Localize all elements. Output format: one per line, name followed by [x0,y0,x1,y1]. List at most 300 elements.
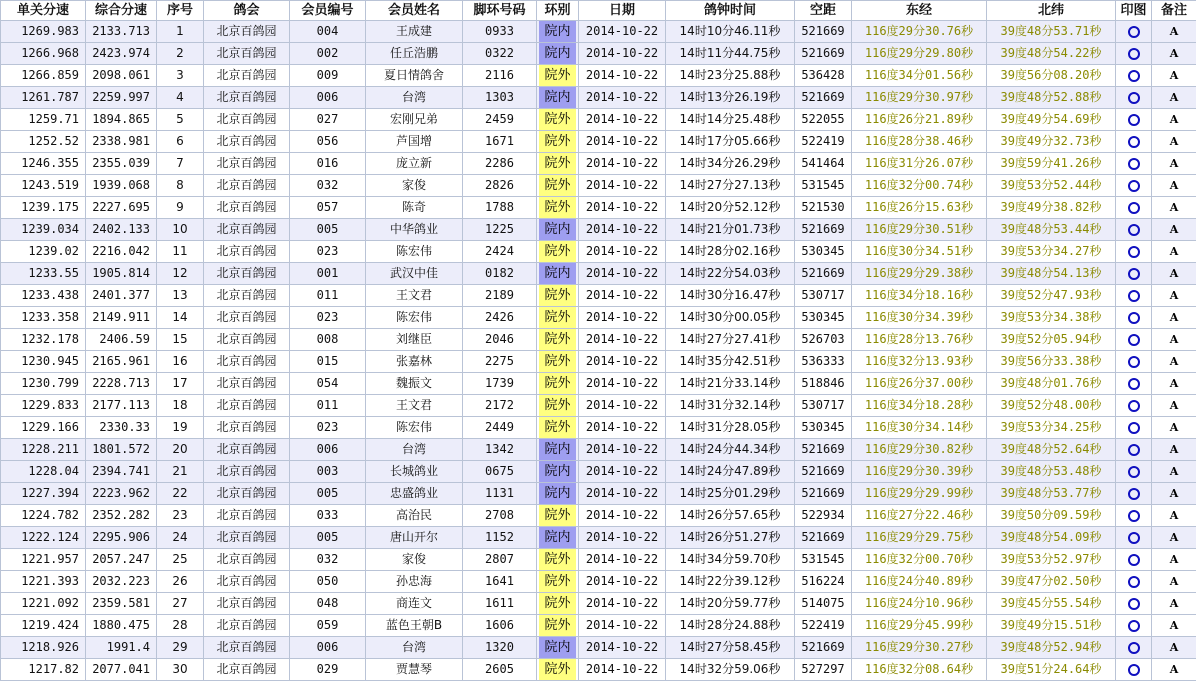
header-seq: 序号 [157,1,204,21]
cell-note[interactable] [1152,21,1196,43]
cell-longitude: 116度27分22.46秒 [852,505,987,527]
cell-print[interactable] [1116,329,1152,351]
note-link[interactable]: A [1169,509,1179,522]
note-link[interactable]: A [1169,289,1179,302]
cell-print[interactable] [1116,593,1152,615]
cell-club: 北京百鸽园 [204,175,290,197]
print-map-icon[interactable] [1128,356,1140,368]
cell-distance: 521669 [795,21,852,43]
table-row [1,43,1196,65]
cell-longitude: 116度26分21.89秒 [852,109,987,131]
cell-date: 2014-10-22 [579,461,666,483]
table-row [1,439,1196,461]
cell-print[interactable] [1116,483,1152,505]
cell-distance: 514075 [795,593,852,615]
header-club: 鸽会 [204,1,290,21]
cell-member-no: 023 [290,417,366,439]
cell-print[interactable] [1116,439,1152,461]
cell-speed-single: 1243.519 [1,175,86,197]
ring-type-badge: 院外 [539,615,576,636]
cell-speed-single: 1266.859 [1,65,86,87]
print-map-icon[interactable] [1128,136,1140,148]
cell-club: 北京百鸽园 [204,615,290,637]
cell-ring-type [537,659,579,681]
cell-clock-time: 14时22分39.12秒 [666,571,795,593]
cell-note[interactable] [1152,241,1196,263]
cell-ring-type [537,43,579,65]
cell-print[interactable] [1116,417,1152,439]
cell-latitude: 39度47分02.50秒 [987,571,1116,593]
cell-member-no: 029 [290,659,366,681]
table-header-row [1,1,1196,21]
cell-speed-total: 2077.041 [86,659,157,681]
cell-member-name: 魏振文 [366,373,463,395]
cell-longitude: 116度30分34.51秒 [852,241,987,263]
cell-latitude: 39度48分54.13秒 [987,263,1116,285]
cell-note[interactable] [1152,373,1196,395]
cell-speed-single: 1218.926 [1,637,86,659]
cell-latitude: 39度48分01.76秒 [987,373,1116,395]
cell-latitude: 39度49分54.69秒 [987,109,1116,131]
print-map-icon[interactable] [1128,246,1140,258]
print-map-icon[interactable] [1128,576,1140,588]
cell-ring-no: 2426 [463,307,537,329]
note-link[interactable]: A [1169,641,1179,654]
cell-longitude: 116度32分08.64秒 [852,659,987,681]
cell-note[interactable] [1152,351,1196,373]
cell-clock-time: 14时11分44.75秒 [666,43,795,65]
cell-distance: 530345 [795,417,852,439]
cell-speed-single: 1233.55 [1,263,86,285]
ring-type-badge: 院外 [539,175,576,196]
cell-ring-type [537,615,579,637]
cell-note[interactable] [1152,527,1196,549]
cell-speed-total: 2406.59 [86,329,157,351]
print-map-icon[interactable] [1128,642,1140,654]
table-row [1,593,1196,615]
note-link[interactable]: A [1169,25,1179,38]
cell-longitude: 116度34分01.56秒 [852,65,987,87]
cell-ring-type [537,263,579,285]
cell-ring-no: 1303 [463,87,537,109]
cell-distance: 531545 [795,175,852,197]
cell-speed-total: 2228.713 [86,373,157,395]
cell-note[interactable] [1152,153,1196,175]
cell-clock-time: 14时25分01.29秒 [666,483,795,505]
cell-member-no: 023 [290,241,366,263]
cell-clock-time: 14时21分33.14秒 [666,373,795,395]
cell-print[interactable] [1116,615,1152,637]
cell-clock-time: 14时35分42.51秒 [666,351,795,373]
cell-print[interactable] [1116,241,1152,263]
print-map-icon[interactable] [1128,400,1140,412]
cell-longitude: 116度29分30.97秒 [852,87,987,109]
note-link[interactable]: A [1169,597,1179,610]
cell-note[interactable] [1152,263,1196,285]
cell-club: 北京百鸽园 [204,219,290,241]
cell-print[interactable] [1116,219,1152,241]
cell-longitude: 116度24分40.89秒 [852,571,987,593]
cell-print[interactable] [1116,65,1152,87]
note-link[interactable]: A [1169,267,1179,280]
cell-print[interactable] [1116,109,1152,131]
cell-longitude: 116度28分38.46秒 [852,131,987,153]
note-link[interactable]: A [1169,333,1179,346]
cell-distance: 522055 [795,109,852,131]
cell-print[interactable] [1116,285,1152,307]
print-map-icon[interactable] [1128,312,1140,324]
cell-note[interactable] [1152,87,1196,109]
cell-speed-single: 1233.438 [1,285,86,307]
cell-ring-type [537,571,579,593]
table-row [1,241,1196,263]
cell-note[interactable] [1152,549,1196,571]
cell-club: 北京百鸽园 [204,131,290,153]
cell-print[interactable] [1116,461,1152,483]
cell-distance: 530345 [795,241,852,263]
print-map-icon[interactable] [1128,422,1140,434]
cell-longitude: 116度31分26.07秒 [852,153,987,175]
print-map-icon[interactable] [1128,488,1140,500]
note-link[interactable]: A [1169,575,1179,588]
cell-member-no: 059 [290,615,366,637]
cell-seq: 16 [157,351,204,373]
header-longitude: 东经 [852,1,987,21]
cell-member-no: 001 [290,263,366,285]
cell-print[interactable] [1116,263,1152,285]
cell-note[interactable] [1152,659,1196,681]
cell-speed-total: 1801.572 [86,439,157,461]
cell-date: 2014-10-22 [579,241,666,263]
note-link[interactable]: A [1169,113,1179,126]
cell-ring-no: 1641 [463,571,537,593]
cell-member-no: 015 [290,351,366,373]
cell-latitude: 39度52分48.00秒 [987,395,1116,417]
note-link[interactable]: A [1169,311,1179,324]
cell-seq: 1 [157,21,204,43]
cell-seq: 6 [157,131,204,153]
cell-note[interactable] [1152,593,1196,615]
cell-ring-no: 1671 [463,131,537,153]
note-link[interactable]: A [1169,179,1179,192]
header-note: 备注 [1152,1,1196,21]
ring-type-badge: 院外 [539,593,576,614]
print-map-icon[interactable] [1128,70,1140,82]
cell-print[interactable] [1116,197,1152,219]
note-link[interactable]: A [1169,443,1179,456]
note-link[interactable]: A [1169,663,1179,676]
print-map-icon[interactable] [1128,26,1140,38]
cell-ring-type [537,417,579,439]
cell-speed-total: 2149.911 [86,307,157,329]
cell-speed-total: 2223.962 [86,483,157,505]
cell-clock-time: 14时22分54.03秒 [666,263,795,285]
cell-note[interactable] [1152,329,1196,351]
cell-print[interactable] [1116,131,1152,153]
cell-member-name: 台湾 [366,637,463,659]
cell-longitude: 116度32分00.74秒 [852,175,987,197]
cell-member-name: 家俊 [366,175,463,197]
cell-club: 北京百鸽园 [204,87,290,109]
cell-club: 北京百鸽园 [204,593,290,615]
cell-note[interactable] [1152,65,1196,87]
ring-type-badge: 院内 [539,483,576,504]
cell-distance: 541464 [795,153,852,175]
cell-note[interactable] [1152,307,1196,329]
note-link[interactable]: A [1169,245,1179,258]
cell-note[interactable] [1152,637,1196,659]
cell-member-no: 048 [290,593,366,615]
cell-member-no: 054 [290,373,366,395]
cell-ring-no: 1611 [463,593,537,615]
cell-latitude: 39度53分34.27秒 [987,241,1116,263]
print-map-icon[interactable] [1128,620,1140,632]
cell-note[interactable] [1152,131,1196,153]
table-row [1,131,1196,153]
note-link[interactable]: A [1169,91,1179,104]
print-map-icon[interactable] [1128,158,1140,170]
cell-print[interactable] [1116,87,1152,109]
cell-club: 北京百鸽园 [204,461,290,483]
cell-speed-total: 2401.377 [86,285,157,307]
cell-ring-no: 2116 [463,65,537,87]
table-row [1,659,1196,681]
ring-type-badge: 院外 [539,329,576,350]
cell-speed-single: 1269.983 [1,21,86,43]
cell-date: 2014-10-22 [579,329,666,351]
cell-distance: 521669 [795,483,852,505]
print-map-icon[interactable] [1128,334,1140,346]
cell-clock-time: 14时27分27.41秒 [666,329,795,351]
cell-speed-total: 2032.223 [86,571,157,593]
cell-ring-no: 2826 [463,175,537,197]
note-link[interactable]: A [1169,135,1179,148]
cell-print[interactable] [1116,659,1152,681]
cell-ring-type [537,351,579,373]
cell-ring-no: 2424 [463,241,537,263]
cell-distance: 521669 [795,263,852,285]
cell-club: 北京百鸽园 [204,263,290,285]
cell-print[interactable] [1116,395,1152,417]
print-map-icon[interactable] [1128,378,1140,390]
cell-speed-total: 2338.981 [86,131,157,153]
cell-date: 2014-10-22 [579,615,666,637]
cell-speed-single: 1252.52 [1,131,86,153]
cell-member-name: 长城鸽业 [366,461,463,483]
cell-seq: 4 [157,87,204,109]
note-link[interactable]: A [1169,355,1179,368]
cell-member-no: 003 [290,461,366,483]
cell-seq: 23 [157,505,204,527]
cell-latitude: 39度49分38.82秒 [987,197,1116,219]
table-body [1,21,1196,681]
cell-longitude: 116度34分18.16秒 [852,285,987,307]
cell-speed-single: 1221.957 [1,549,86,571]
cell-note[interactable] [1152,439,1196,461]
cell-print[interactable] [1116,549,1152,571]
cell-ring-type [537,439,579,461]
cell-print[interactable] [1116,505,1152,527]
ring-type-badge: 院外 [539,659,576,680]
cell-note[interactable] [1152,175,1196,197]
cell-speed-total: 2216.042 [86,241,157,263]
cell-date: 2014-10-22 [579,549,666,571]
print-map-icon[interactable] [1128,510,1140,522]
cell-clock-time: 14时30分16.47秒 [666,285,795,307]
cell-note[interactable] [1152,461,1196,483]
cell-club: 北京百鸽园 [204,21,290,43]
print-map-icon[interactable] [1128,48,1140,60]
cell-print[interactable] [1116,351,1152,373]
cell-note[interactable] [1152,219,1196,241]
cell-seq: 22 [157,483,204,505]
print-map-icon[interactable] [1128,180,1140,192]
cell-ring-no: 2172 [463,395,537,417]
cell-note[interactable] [1152,395,1196,417]
cell-latitude: 39度53分52.44秒 [987,175,1116,197]
header-print: 印图 [1116,1,1152,21]
print-map-icon[interactable] [1128,114,1140,126]
cell-seq: 14 [157,307,204,329]
cell-date: 2014-10-22 [579,87,666,109]
print-map-icon[interactable] [1128,554,1140,566]
note-link[interactable]: A [1169,553,1179,566]
cell-clock-time: 14时21分01.73秒 [666,219,795,241]
cell-latitude: 39度48分52.94秒 [987,637,1116,659]
cell-print[interactable] [1116,43,1152,65]
print-map-icon[interactable] [1128,224,1140,236]
cell-ring-no: 1320 [463,637,537,659]
cell-print[interactable] [1116,637,1152,659]
cell-member-no: 002 [290,43,366,65]
cell-clock-time: 14时26分57.65秒 [666,505,795,527]
cell-speed-single: 1229.833 [1,395,86,417]
cell-note[interactable] [1152,417,1196,439]
cell-ring-no: 2046 [463,329,537,351]
cell-latitude: 39度56分08.20秒 [987,65,1116,87]
cell-ring-type [537,395,579,417]
cell-speed-total: 2394.741 [86,461,157,483]
cell-date: 2014-10-22 [579,197,666,219]
cell-ring-type [537,131,579,153]
cell-note[interactable] [1152,505,1196,527]
cell-distance: 530717 [795,395,852,417]
cell-ring-no: 0322 [463,43,537,65]
cell-speed-total: 2098.061 [86,65,157,87]
cell-ring-type [537,505,579,527]
cell-print[interactable] [1116,373,1152,395]
cell-note[interactable] [1152,43,1196,65]
note-link[interactable]: A [1169,619,1179,632]
note-link[interactable]: A [1169,421,1179,434]
cell-seq: 19 [157,417,204,439]
table-row [1,615,1196,637]
print-map-icon[interactable] [1128,664,1140,676]
cell-seq: 5 [157,109,204,131]
cell-date: 2014-10-22 [579,395,666,417]
cell-ring-no: 2605 [463,659,537,681]
note-link[interactable]: A [1169,47,1179,60]
ring-type-badge: 院外 [539,549,576,570]
cell-note[interactable] [1152,483,1196,505]
cell-latitude: 39度50分09.59秒 [987,505,1116,527]
print-map-icon[interactable] [1128,202,1140,214]
cell-note[interactable] [1152,285,1196,307]
cell-member-no: 027 [290,109,366,131]
cell-date: 2014-10-22 [579,219,666,241]
cell-print[interactable] [1116,175,1152,197]
note-link[interactable]: A [1169,223,1179,236]
print-map-icon[interactable] [1128,466,1140,478]
cell-speed-total: 2057.247 [86,549,157,571]
cell-speed-total: 2355.039 [86,153,157,175]
cell-seq: 29 [157,637,204,659]
ring-type-badge: 院外 [539,351,576,372]
cell-print[interactable] [1116,21,1152,43]
print-map-icon[interactable] [1128,598,1140,610]
cell-note[interactable] [1152,197,1196,219]
cell-seq: 21 [157,461,204,483]
note-link[interactable]: A [1169,69,1179,82]
cell-print[interactable] [1116,307,1152,329]
cell-club: 北京百鸽园 [204,637,290,659]
note-link[interactable]: A [1169,201,1179,214]
cell-date: 2014-10-22 [579,153,666,175]
ring-type-badge: 院外 [539,197,576,218]
print-map-icon[interactable] [1128,268,1140,280]
cell-print[interactable] [1116,571,1152,593]
cell-member-name: 孙忠海 [366,571,463,593]
table-row [1,197,1196,219]
note-link[interactable]: A [1169,157,1179,170]
cell-ring-no: 2459 [463,109,537,131]
cell-seq: 2 [157,43,204,65]
print-map-icon[interactable] [1128,92,1140,104]
cell-ring-no: 1152 [463,527,537,549]
table-row [1,65,1196,87]
note-link[interactable]: A [1169,399,1179,412]
cell-seq: 27 [157,593,204,615]
cell-note[interactable] [1152,615,1196,637]
cell-speed-single: 1229.166 [1,417,86,439]
cell-print[interactable] [1116,527,1152,549]
print-map-icon[interactable] [1128,290,1140,302]
cell-member-name: 陈宏伟 [366,417,463,439]
cell-date: 2014-10-22 [579,659,666,681]
cell-note[interactable] [1152,109,1196,131]
cell-speed-single: 1222.124 [1,527,86,549]
cell-clock-time: 14时10分46.11秒 [666,21,795,43]
ring-type-badge: 院外 [539,505,576,526]
note-link[interactable]: A [1169,487,1179,500]
cell-speed-total: 1894.865 [86,109,157,131]
cell-longitude: 116度32分00.70秒 [852,549,987,571]
cell-clock-time: 14时27分58.45秒 [666,637,795,659]
cell-seq: 9 [157,197,204,219]
print-map-icon[interactable] [1128,444,1140,456]
note-link[interactable]: A [1169,465,1179,478]
cell-club: 北京百鸽园 [204,549,290,571]
cell-member-name: 陈宏伟 [366,241,463,263]
note-link[interactable]: A [1169,531,1179,544]
cell-ring-no: 1131 [463,483,537,505]
cell-note[interactable] [1152,571,1196,593]
print-map-icon[interactable] [1128,532,1140,544]
cell-print[interactable] [1116,153,1152,175]
header-member-name: 会员姓名 [366,1,463,21]
cell-member-name: 蓝色王朝B [366,615,463,637]
note-link[interactable]: A [1169,377,1179,390]
